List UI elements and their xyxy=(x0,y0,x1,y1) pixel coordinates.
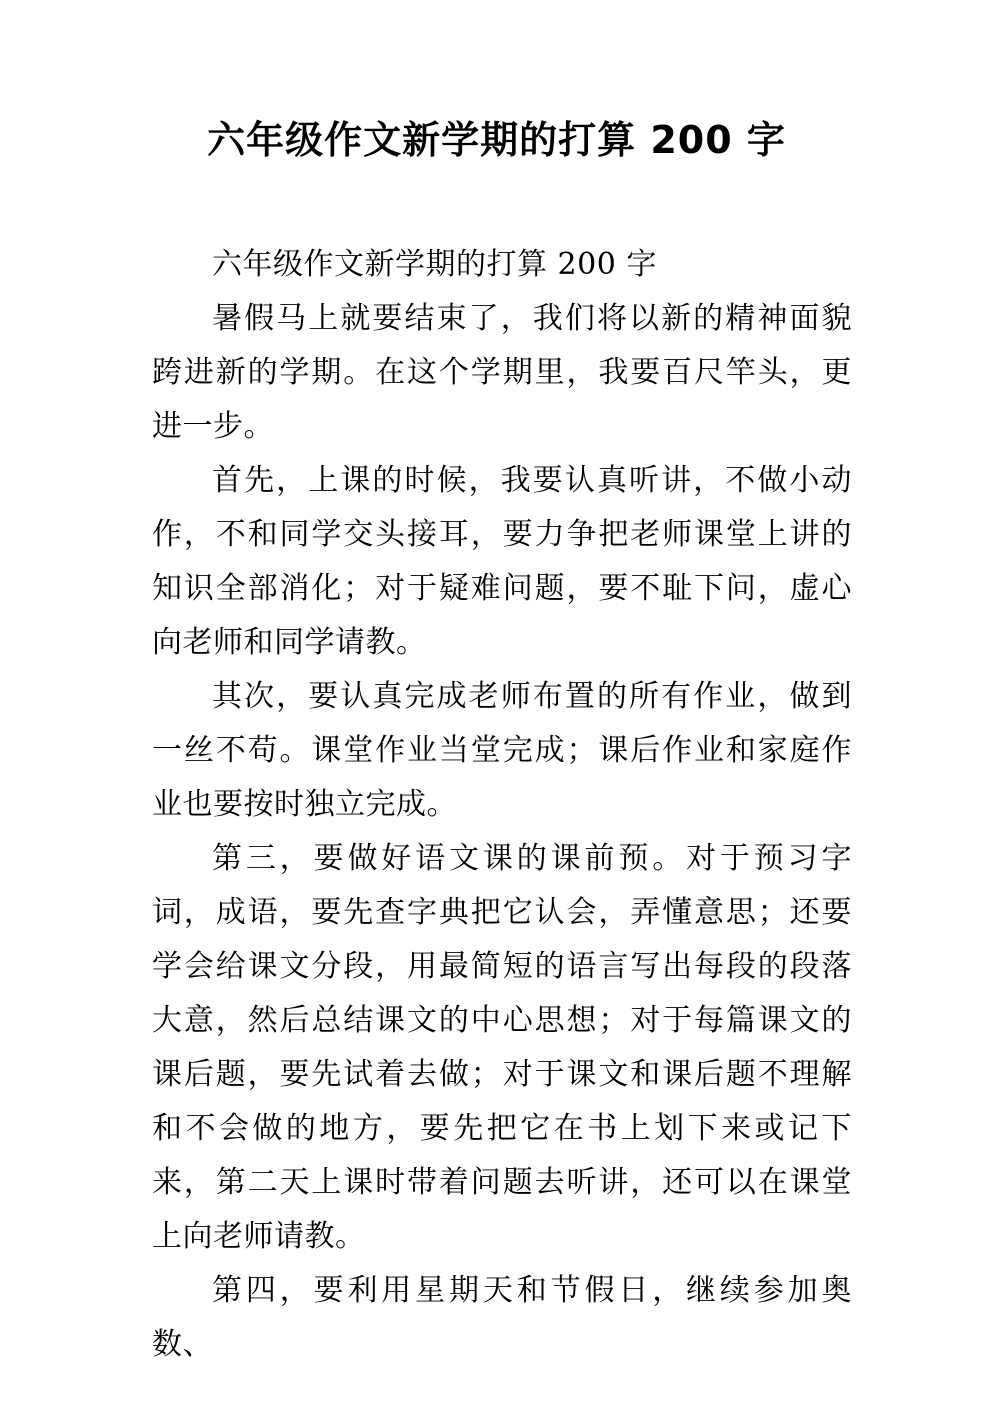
document-body xyxy=(152,238,852,1372)
paragraph: 暑假马上就要结束了，我们将以新的精神面貌跨进新的学期。在这个学期里，我要百尺竿头，更进一步。 xyxy=(152,301,852,444)
page-title: 六年级作文新学期的打算 200 字 xyxy=(207,118,786,162)
paragraph: 第四，要利用星期天和节假日，继续参加奥数、 xyxy=(152,1273,852,1362)
paragraph: 六年级作文新学期的打算 200 字 xyxy=(212,247,657,282)
paragraph: 第三，要做好语文课的课前预。对于预习字词，成语，要先查字典把它认会，弄懂意思；还要学会给课文分段，用最简短的语言写出每段的段落大意，然后总结课文的中心思想；对于每篇课文的课后题，要先试着去做；对于课文和课后题不理解和不会做的地方，要先把它在书上划下来或记下来，第二天上课时带着问题去听讲，还可以在课堂上向老师请教。 xyxy=(152,841,852,1254)
paragraph: 首先，上课的时候，我要认真听讲，不做小动作，不和同学交头接耳，要力争把老师课堂上讲的知识全部消化；对于疑难问题，要不耻下问，虚心向老师和同学请教。 xyxy=(152,463,852,660)
paragraph: 其次，要认真完成老师布置的所有作业，做到一丝不苟。课堂作业当堂完成；课后作业和家庭作业也要按时独立完成。 xyxy=(152,679,852,822)
